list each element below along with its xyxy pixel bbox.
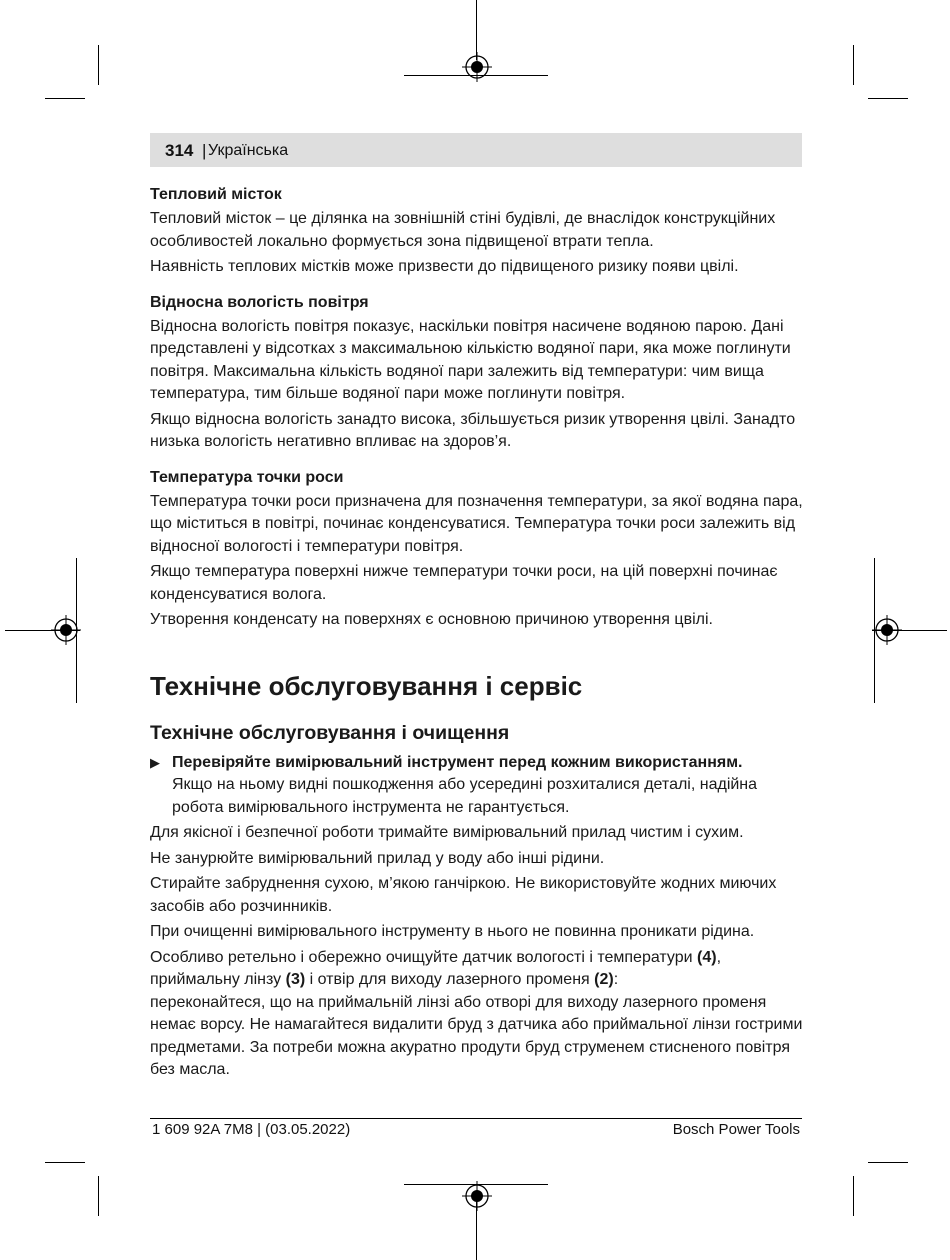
text-run: і отвір для виходу лазерного променя — [305, 971, 595, 988]
text-run: : — [613, 971, 619, 988]
paragraph: Для якісної і безпечної роботи тримайте вимірювальний прилад чистим і сухим. — [150, 824, 744, 841]
part-reference: (4) — [697, 948, 717, 966]
warning-bullet — [150, 752, 806, 820]
bullet-bold-text: Перевіряйте вимірювальний інструмент перед кожним використанням. — [172, 753, 743, 771]
page-header — [150, 133, 802, 167]
footer-rule — [150, 1118, 802, 1119]
paragraph: Стирайте забруднення сухою, м’якою ганчіркою. Не використовуйте жодних миючих засобів або розчинників. — [150, 875, 777, 915]
paragraph: Якщо температура поверхні нижче температури точки роси, на цій поверхні починає конденсуватися волога. — [150, 563, 778, 603]
header-separator: | — [202, 141, 207, 160]
bullet-text: Якщо на ньому видні пошкодження або усередині розхиталися деталі, надійна робота вимірювального інструмента не гарантується. — [172, 776, 758, 816]
paragraph: Тепловий місток – це ділянка на зовнішній стіні будівлі, де внаслідок конструкційних особливостей локально формується зона підвищеної втрати тепла. — [150, 210, 776, 250]
paragraph: Температура точки роси призначена для позначення температури, за якої водяна пара, що міститься в повітрі, починає конденсуватися. Температура точки роси залежить від відносної вологості і температури повітря. — [150, 492, 803, 555]
paragraph: При очищенні вимірювального інструменту в нього не повинна проникати рідина. — [150, 923, 755, 940]
footer-brand: Bosch Power Tools — [672, 1121, 800, 1138]
crop-mark — [853, 45, 854, 85]
crop-mark — [45, 1162, 85, 1163]
text-run: , приймальну лінзу — [150, 948, 722, 988]
header-language: Українська — [208, 142, 289, 159]
part-reference: (3) — [285, 971, 306, 988]
bullet-arrow-icon: ▶ — [150, 754, 160, 770]
chapter-heading: Технічне обслуговування і сервіс — [150, 670, 583, 701]
crop-mark — [98, 1176, 99, 1216]
paragraph — [150, 947, 806, 1082]
crop-mark — [853, 1176, 854, 1216]
section-title-humidity: Відносна вологість повітря — [150, 293, 369, 311]
footer-doc-id: 1 609 92A 7M8 | (03.05.2022) — [152, 1121, 351, 1138]
paragraph: Не занурюйте вимірювальний прилад у воду або інші рідини. — [150, 849, 605, 867]
paragraph: Утворення конденсату на поверхнях є основною причиною утворення цвілі. — [150, 611, 713, 628]
registration-mark-icon — [462, 52, 492, 82]
paragraph: Відносна вологість повітря показує, наскільки повітря насичене водяною парою. Дані представлені у відсотках з максимальною кількістю водяної пари, яка може поглинути повітря. Максимальна кількість водяної пари залежить від температури: чим вища температура, тим більше водяної пари може поглинути повітря. — [150, 317, 791, 402]
paragraph: Якщо відносна вологість занадто висока, збільшується ризик утворення цвілі. Занадто низька вологість негативно впливає на здоров’я. — [150, 410, 796, 450]
crop-mark — [868, 98, 908, 99]
crop-mark — [476, 0, 477, 60]
text-run: Особливо ретельно і обережно очищуйте датчик вологості і температури — [150, 948, 697, 966]
part-reference: (2) — [594, 971, 614, 988]
crop-mark — [98, 45, 99, 85]
section-title-dew-point: Температура точки роси — [150, 468, 344, 486]
section-heading: Технічне обслуговування і очищення — [150, 721, 510, 744]
registration-mark-icon — [462, 1181, 492, 1211]
registration-mark-icon — [51, 615, 81, 645]
crop-mark — [45, 98, 85, 99]
section-title-thermal-bridge: Тепловий місток — [150, 186, 282, 203]
page-number: 314 — [165, 141, 194, 160]
crop-mark — [868, 1162, 908, 1163]
paragraph: Наявність теплових містків може призвести до підвищеного ризику появи цвілі. — [150, 258, 739, 275]
registration-mark-icon — [872, 615, 902, 645]
page-content — [150, 183, 806, 1082]
text-run: переконайтеся, що на приймальній лінзі або отворі для виходу лазерного променя немає ворсу. Не намагайтеся видалити бруд з датчика або приймальної лінзи гострими предметами. За потреби можна акуратно продути бруд струменем стисненого повітря без масла. — [150, 993, 803, 1078]
